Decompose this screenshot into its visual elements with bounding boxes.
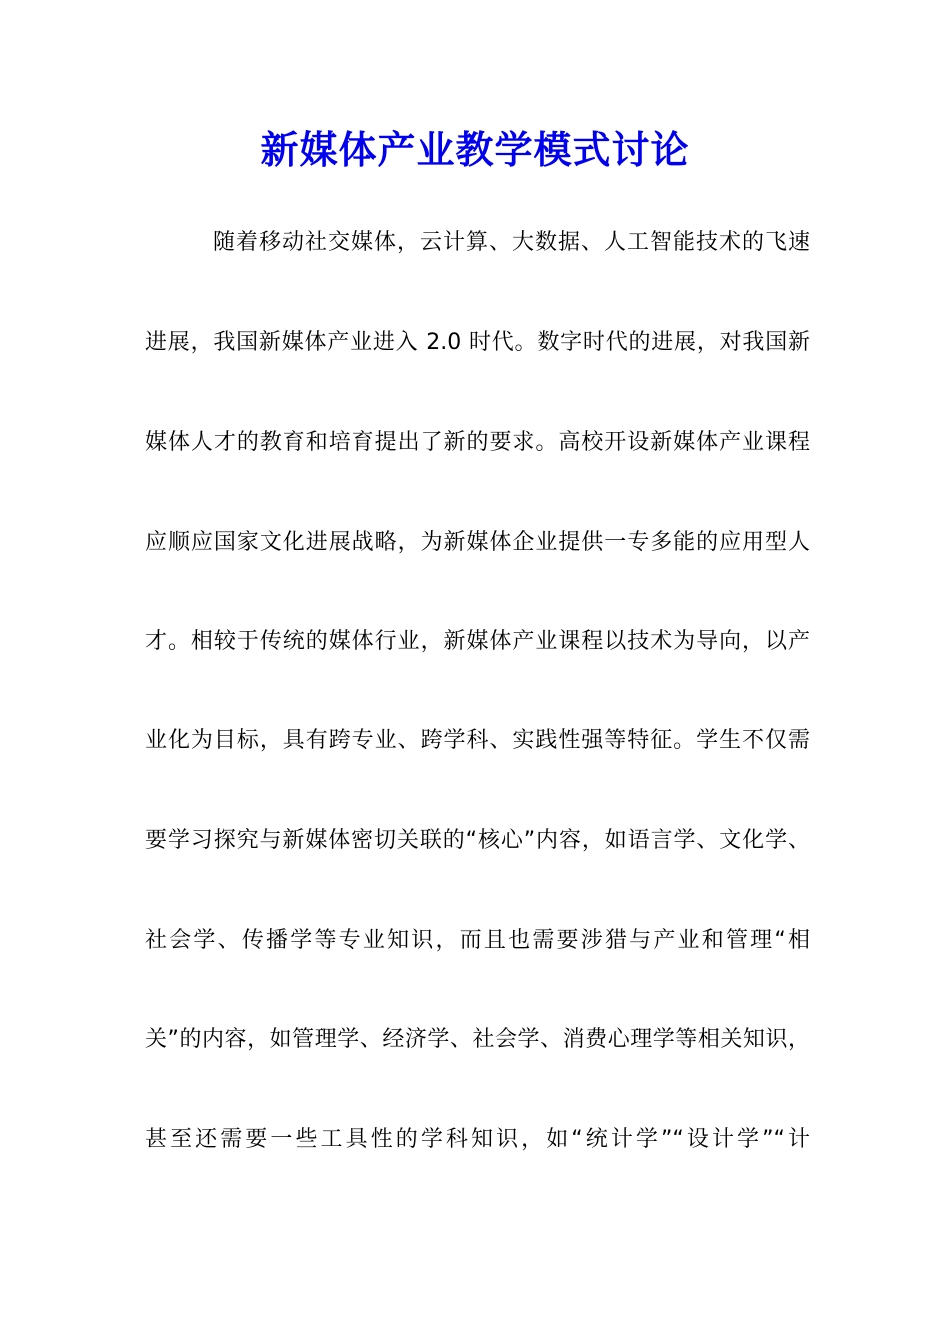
paragraph-line: 社会学、传播学等专业知识，而且也需要涉猎与产业和管理“相 [145, 928, 810, 953]
paragraph-line: 随着移动社交媒体，云计算、大数据、人工智能技术的飞速 [213, 230, 810, 255]
paragraph-line: 进展，我国新媒体产业进入 2.0 时代。数字时代的进展，对我国新 [145, 330, 810, 355]
paragraph-line: 甚至还需要一些工具性的学科知识，如“统计学”“设计学”“计 [145, 1127, 810, 1152]
paragraph-line: 要学习探究与新媒体密切关联的“核心”内容，如语言学、文化学、 [145, 828, 810, 853]
paragraph-line: 关”的内容，如管理学、经济学、社会学、消费心理学等相关知识， [145, 1027, 810, 1052]
paragraph-line: 媒体人才的教育和培育提出了新的要求。高校开设新媒体产业课程 [145, 430, 810, 455]
paragraph-line: 业化为目标，具有跨专业、跨学科、实践性强等特征。学生不仅需 [145, 728, 810, 753]
paragraph-line: 应顺应国家文化进展战略，为新媒体企业提供一专多能的应用型人 [145, 530, 810, 555]
document-title: 新媒体产业教学模式讨论 [260, 127, 690, 172]
paragraph-line: 才。相较于传统的媒体行业，新媒体产业课程以技术为导向，以产 [145, 629, 810, 654]
